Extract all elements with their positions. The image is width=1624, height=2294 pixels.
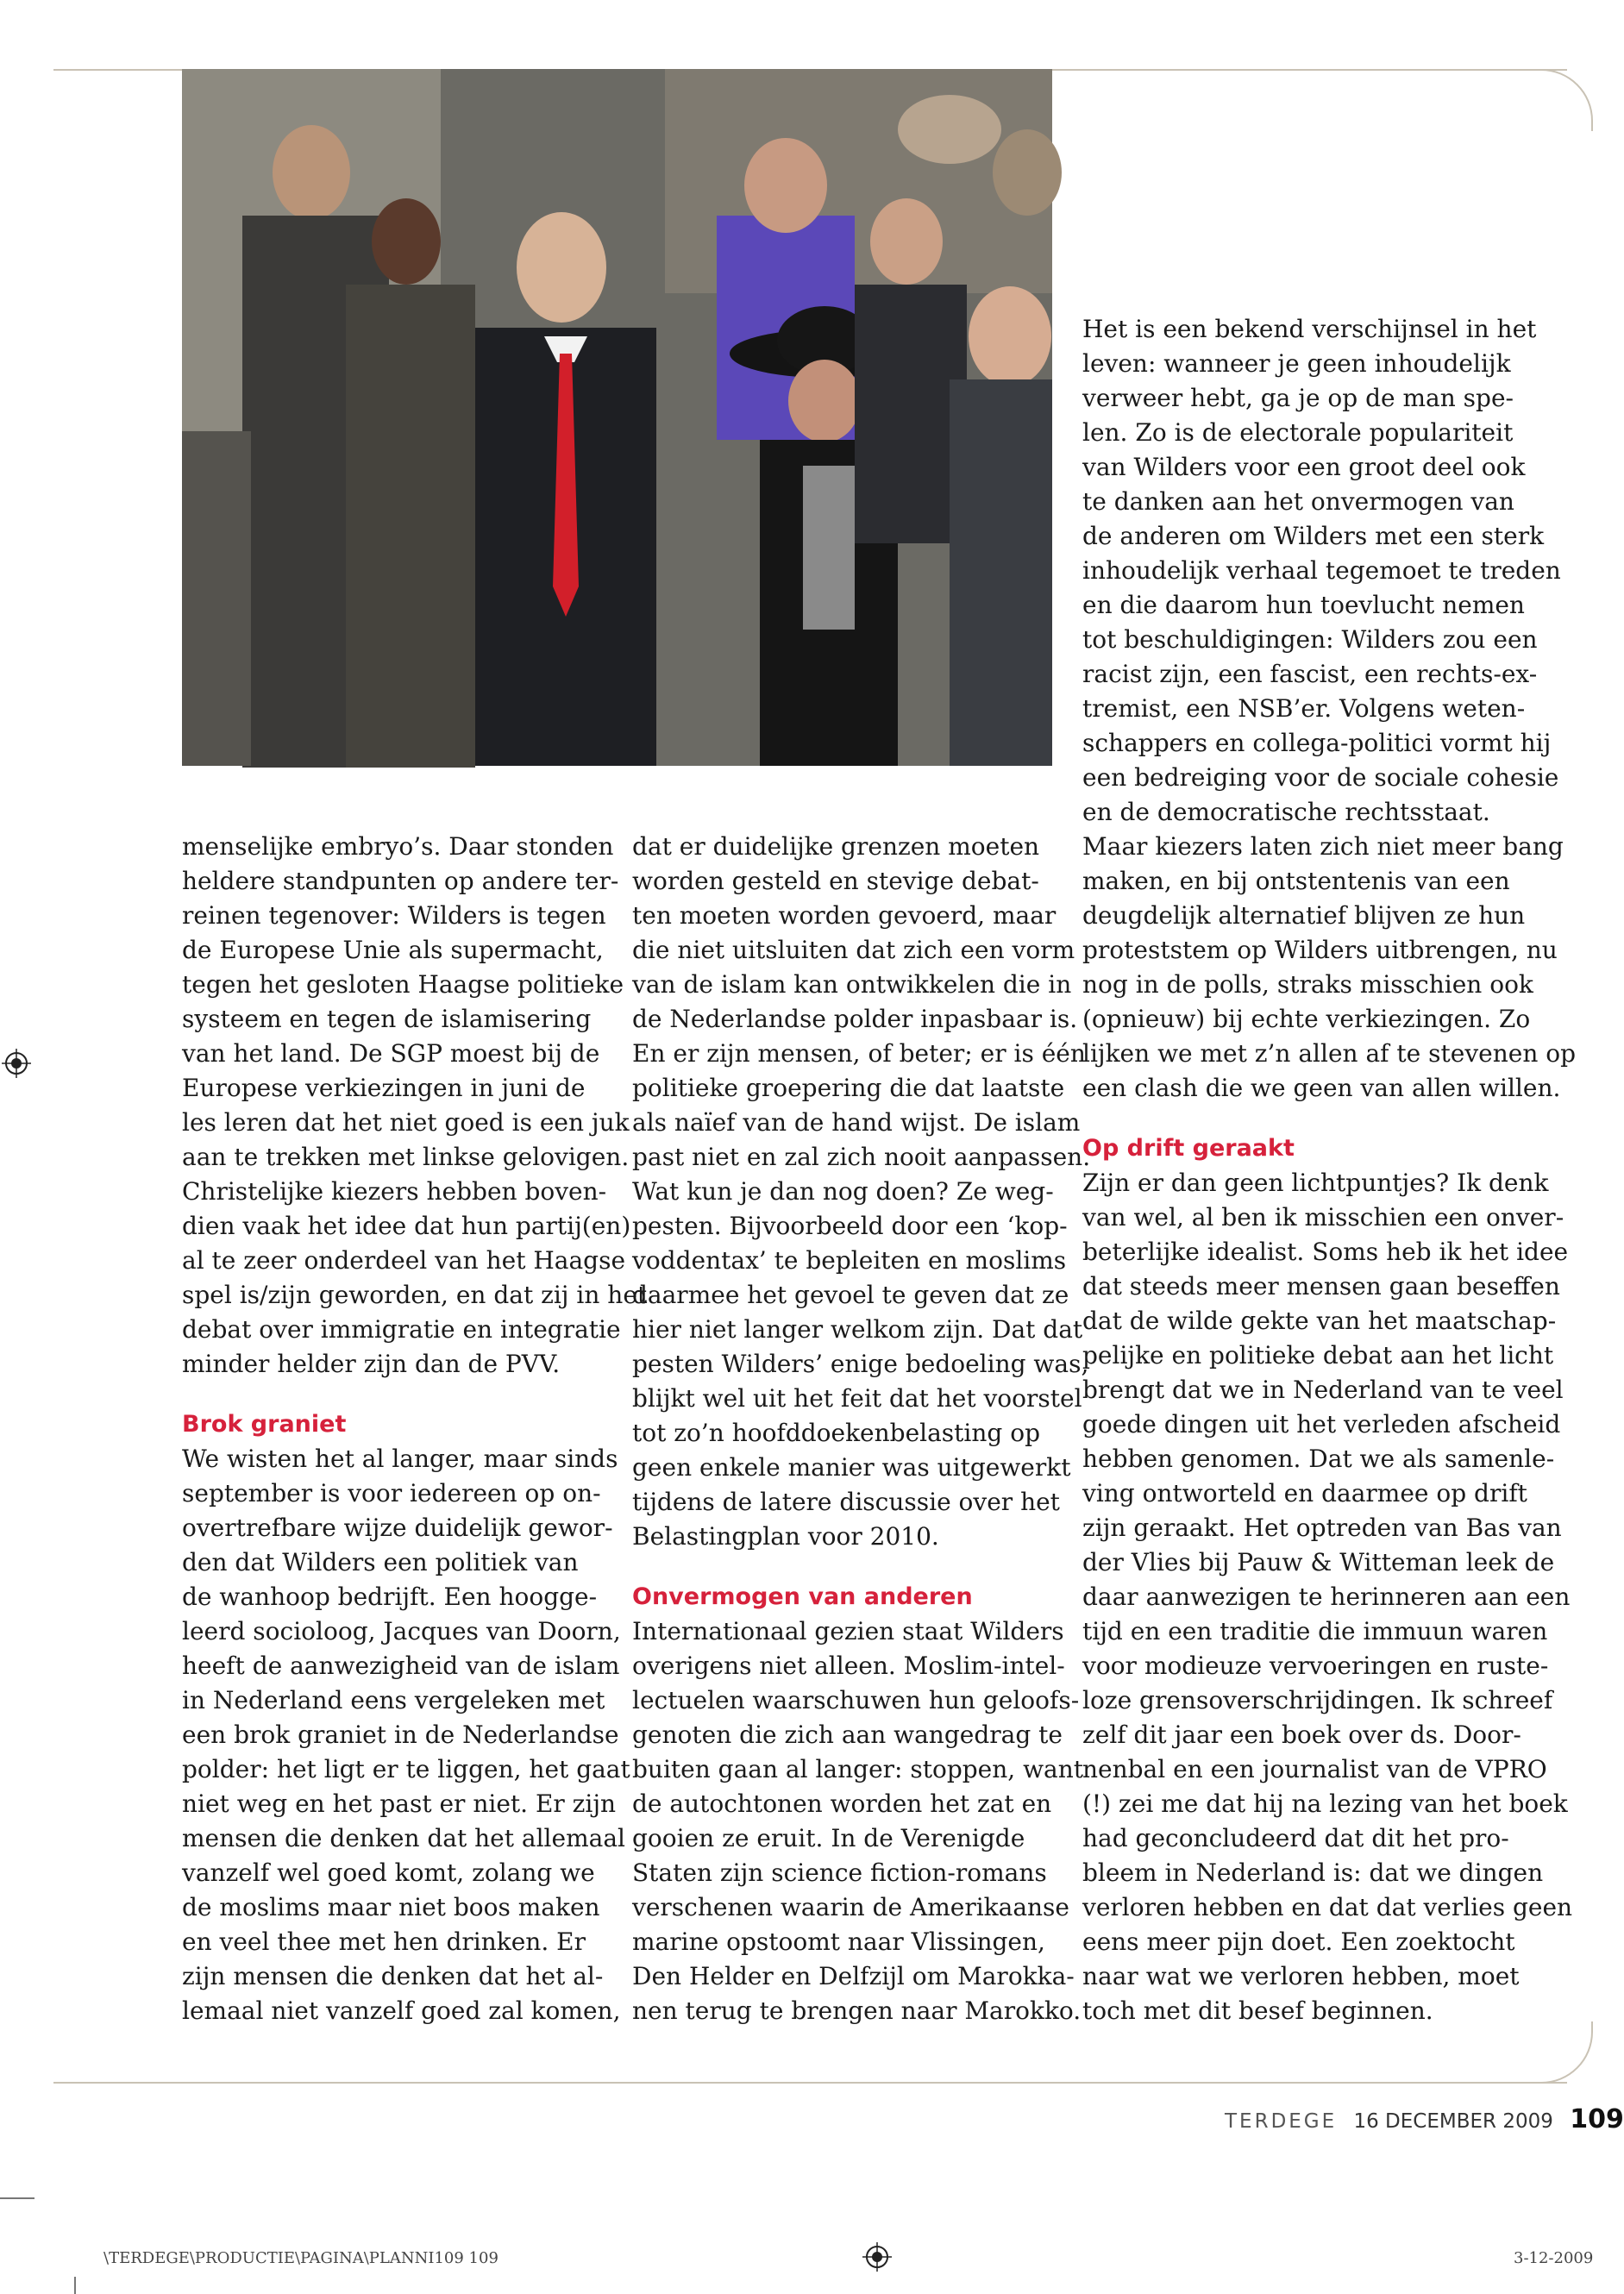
text-line: nog in de polls, straks misschien ook — [1082, 970, 1533, 999]
text-line: Wat kun je dan nog doen? Ze weg- — [632, 1177, 1054, 1206]
text-line: len. Zo is de electorale populariteit — [1082, 418, 1514, 447]
magazine-name: TERDEGE — [1225, 2110, 1338, 2133]
text-line: past niet en zal zich nooit aanpassen. — [632, 1143, 1091, 1171]
text-line: deugdelijk alternatief blijven ze hun — [1082, 901, 1526, 930]
photo-crowd-illustration — [182, 69, 1052, 766]
text-line: polder: het ligt er te liggen, het gaat — [182, 1755, 630, 1783]
text-line: schappers en collega-politici vormt hij — [1082, 729, 1552, 757]
col1-paragraph-a — [182, 830, 648, 1382]
col2-paragraph-a — [632, 830, 1091, 1554]
text-line: Christelijke kiezers hebben boven- — [182, 1177, 607, 1206]
text-line: in Nederland eens vergeleken met — [182, 1686, 605, 1714]
top-rule-corner — [1518, 69, 1593, 131]
text-line: gooien ze eruit. In de Verenigde — [632, 1824, 1025, 1852]
text-line: pesten. Bijvoorbeeld door een ‘kop- — [632, 1212, 1068, 1240]
text-line: loze grensoverschrijdingen. Ik schreef — [1082, 1686, 1553, 1714]
text-line: hier niet langer welkom zijn. Dat dat — [632, 1315, 1083, 1344]
text-line: marine opstoomt naar Vlissingen, — [632, 1927, 1045, 1956]
text-line: zelf dit jaar een boek over ds. Door- — [1082, 1720, 1521, 1749]
text-line: voor modieuze vervoeringen en ruste- — [1082, 1652, 1549, 1680]
text-line: brengt dat we in Nederland van te veel — [1082, 1376, 1564, 1404]
text-line: die niet uitsluiten dat zich een vorm — [632, 936, 1075, 964]
text-line: reinen tegenover: Wilders is tegen — [182, 901, 606, 930]
text-line: de moslims maar niet boos maken — [182, 1893, 600, 1921]
text-line: een clash die we geen van allen willen. — [1082, 1074, 1561, 1102]
text-line: politieke groepering die dat laatste — [632, 1074, 1065, 1102]
text-line: toch met dit besef beginnen. — [1082, 1996, 1433, 2025]
text-line: beterlijke idealist. Soms heb ik het idee — [1082, 1238, 1569, 1266]
text-line: een bedreiging voor de sociale cohesie — [1082, 763, 1559, 792]
text-line: lijken we met z’n allen af te stevenen op — [1082, 1039, 1577, 1068]
text-line: dat er duidelijke grenzen moeten — [632, 832, 1040, 861]
text-line: worden gesteld en stevige debat- — [632, 867, 1039, 895]
text-line: der Vlies bij Pauw & Witteman leek de — [1082, 1548, 1555, 1576]
text-line: (!) zei me dat hij na lezing van het boek — [1082, 1789, 1568, 1818]
column-2 — [632, 830, 1091, 2028]
news-photo — [182, 69, 1052, 766]
text-line: had geconcludeerd dat dit het pro- — [1082, 1824, 1509, 1852]
text-line: tijd en een traditie die immuun waren — [1082, 1617, 1548, 1645]
text-line: tijdens de latere discussie over het — [632, 1488, 1060, 1516]
text-line: vanzelf wel goed komt, zolang we — [182, 1858, 595, 1887]
text-line: tot zo’n hoofddoekenbelasting op — [632, 1419, 1041, 1447]
crop-mark — [74, 2277, 76, 2294]
text-line: nen terug te brengen naar Marokko. — [632, 1996, 1082, 2025]
text-line: en veel thee met hen drinken. Er — [182, 1927, 586, 1956]
text-line: van Wilders voor een groot deel ook — [1082, 453, 1526, 481]
text-line: en die daarom hun toevlucht nemen — [1082, 591, 1525, 619]
print-slug-date: 3-12-2009 — [1514, 2249, 1594, 2267]
text-line: te danken aan het onvermogen van — [1082, 487, 1514, 516]
text-line: maken, en bij ontstentenis van een — [1082, 867, 1510, 895]
text-line: spel is/zijn geworden, en dat zij in het — [182, 1281, 648, 1309]
text-line: lemaal niet vanzelf goed zal komen, — [182, 1996, 621, 2025]
text-line: niet weg en het past er niet. Er zijn — [182, 1789, 617, 1818]
text-line: goede dingen uit het verleden afscheid — [1082, 1410, 1561, 1438]
col3-paragraph-b — [1082, 1166, 1573, 2028]
text-line: den dat Wilders een politiek van — [182, 1548, 579, 1576]
text-line: inhoudelijk verhaal tegemoet te treden — [1082, 556, 1561, 585]
section-heading-onvermogen: Onvermogen van anderen — [632, 1583, 973, 1610]
text-line: overtrefbare wijze duidelijk gewor- — [182, 1514, 613, 1542]
text-line: les leren dat het niet goed is een juk — [182, 1108, 630, 1137]
text-line: al te zeer onderdeel van het Haagse — [182, 1246, 626, 1275]
section-heading-brok-graniet: Brok graniet — [182, 1411, 347, 1438]
text-line: voddentax’ te bepleiten en moslims — [632, 1246, 1067, 1275]
text-line: Internationaal gezien staat Wilders — [632, 1617, 1064, 1645]
text-line: lectuelen waarschuwen hun geloofs- — [632, 1686, 1080, 1714]
text-line: geen enkele manier was uitgewerkt — [632, 1453, 1071, 1482]
text-line: pelijke en politieke debat aan het licht — [1082, 1341, 1554, 1370]
text-line: leerd socioloog, Jacques van Doorn, — [182, 1617, 621, 1645]
text-line: aan te trekken met linkse gelovigen. — [182, 1143, 630, 1171]
text-line: pesten Wilders’ enige bedoeling was, — [632, 1350, 1089, 1378]
text-line: zijn mensen die denken dat het al- — [182, 1962, 604, 1990]
text-line: Maar kiezers laten zich niet meer bang — [1082, 832, 1564, 861]
text-line: naar wat we verloren hebben, moet — [1082, 1962, 1520, 1990]
text-line: de Nederlandse polder inpasbaar is. — [632, 1005, 1078, 1033]
bottom-rule-corner — [1518, 2021, 1593, 2084]
text-line: daarmee het gevoel te geven dat ze — [632, 1281, 1069, 1309]
text-line: En er zijn mensen, of beter; er is één — [632, 1039, 1086, 1068]
text-line: tegen het gesloten Haagse politieke — [182, 970, 624, 999]
text-line: de Europese Unie als supermacht, — [182, 936, 604, 964]
column-3 — [1082, 312, 1577, 2028]
text-line: ving ontworteld en daarmee op drift — [1082, 1479, 1527, 1507]
text-line: Het is een bekend verschijnsel in het — [1082, 315, 1537, 343]
text-line: (opnieuw) bij echte verkiezingen. Zo — [1082, 1005, 1531, 1033]
text-line: racist zijn, een fascist, een rechts-ex- — [1082, 660, 1538, 688]
text-line: dien vaak het idee dat hun partij(en) — [182, 1212, 631, 1240]
text-line: systeem en tegen de islamisering — [182, 1005, 592, 1033]
text-line: Europese verkiezingen in juni de — [182, 1074, 586, 1102]
text-line: van de islam kan ontwikkelen die in — [632, 970, 1072, 999]
text-line: eens meer pijn doet. Een zoektocht — [1082, 1927, 1515, 1956]
text-line: daar aanwezigen te herinneren aan een — [1082, 1583, 1571, 1611]
text-line: leven: wanneer je geen inhoudelijk — [1082, 349, 1511, 378]
text-line: verloren hebben en dat dat verlies geen — [1082, 1893, 1573, 1921]
bottom-rule — [53, 2082, 1567, 2084]
text-line: bleem in Nederland is: dat we dingen — [1082, 1858, 1544, 1887]
text-line: de anderen om Wilders met een sterk — [1082, 522, 1545, 550]
text-line: van wel, al ben ik misschien een onver- — [1082, 1203, 1564, 1232]
registration-mark-icon — [862, 2242, 892, 2272]
text-line: buiten gaan al langer: stoppen, want — [632, 1755, 1084, 1783]
registration-mark-icon — [2, 1049, 31, 1078]
issue-date: 16 DECEMBER 2009 — [1353, 2110, 1553, 2133]
text-line: tremist, een NSB’er. Volgens weten- — [1082, 694, 1526, 723]
text-line: de autochtonen worden het zat en — [632, 1789, 1052, 1818]
text-line: Belastingplan voor 2010. — [632, 1522, 939, 1551]
text-line: Staten zijn science fiction-romans — [632, 1858, 1047, 1887]
crop-mark — [0, 2197, 34, 2199]
text-line: Zijn er dan geen lichtpuntjes? Ik denk — [1082, 1169, 1549, 1197]
text-line: Den Helder en Delfzijl om Marokka- — [632, 1962, 1075, 1990]
text-line: verweer hebt, ga je op de man spe- — [1082, 384, 1514, 412]
text-line: verschenen waarin de Amerikaanse — [632, 1893, 1069, 1921]
text-line: nenbal en een journalist van de VPRO — [1082, 1755, 1547, 1783]
text-line: menselijke embryo’s. Daar stonden — [182, 832, 614, 861]
text-line: genoten die zich aan wangedrag te — [632, 1720, 1063, 1749]
column-1 — [182, 830, 648, 2028]
text-line: een brok graniet in de Nederlandse — [182, 1720, 619, 1749]
page-number: 109 — [1570, 2104, 1624, 2134]
text-line: ten moeten worden gevoerd, maar — [632, 901, 1057, 930]
text-line: hebben genomen. Dat we als samenle- — [1082, 1445, 1555, 1473]
text-line: tot beschuldigingen: Wilders zou een — [1082, 625, 1538, 654]
text-line: heldere standpunten op andere ter- — [182, 867, 619, 895]
text-line: zijn geraakt. Het optreden van Bas van — [1082, 1514, 1562, 1542]
text-line: debat over immigratie en integratie — [182, 1315, 621, 1344]
text-line: de wanhoop bedrijft. Een hoogge- — [182, 1583, 598, 1611]
text-line: dat steeds meer mensen gaan beseffen — [1082, 1272, 1560, 1301]
col2-paragraph-b — [632, 1614, 1084, 2028]
text-line: minder helder zijn dan de PVV. — [182, 1350, 561, 1378]
page-footer — [1225, 2104, 1624, 2134]
col1-paragraph-b — [182, 1442, 630, 2028]
section-heading-op-drift-geraakt: Op drift geraakt — [1082, 1135, 1295, 1162]
text-line: september is voor iedereen op on- — [182, 1479, 601, 1507]
text-line: overigens niet alleen. Moslim-intel- — [632, 1652, 1065, 1680]
text-line: proteststem op Wilders uitbrengen, nu — [1082, 936, 1558, 964]
print-slug-path: \TERDEGE\PRODUCTIE\PAGINA\PLANNI109 109 — [103, 2249, 498, 2267]
text-line: en de democratische rechtsstaat. — [1082, 798, 1490, 826]
text-line: heeft de aanwezigheid van de islam — [182, 1652, 620, 1680]
col3-paragraph-a — [1082, 312, 1577, 1106]
text-line: als naïef van de hand wijst. De islam — [632, 1108, 1081, 1137]
text-line: dat de wilde gekte van het maatschap- — [1082, 1307, 1557, 1335]
text-line: mensen die denken dat het allemaal — [182, 1824, 625, 1852]
text-line: We wisten het al langer, maar sinds — [182, 1445, 618, 1473]
text-line: blijkt wel uit het feit dat het voorstel — [632, 1384, 1082, 1413]
text-line: van het land. De SGP moest bij de — [182, 1039, 600, 1068]
